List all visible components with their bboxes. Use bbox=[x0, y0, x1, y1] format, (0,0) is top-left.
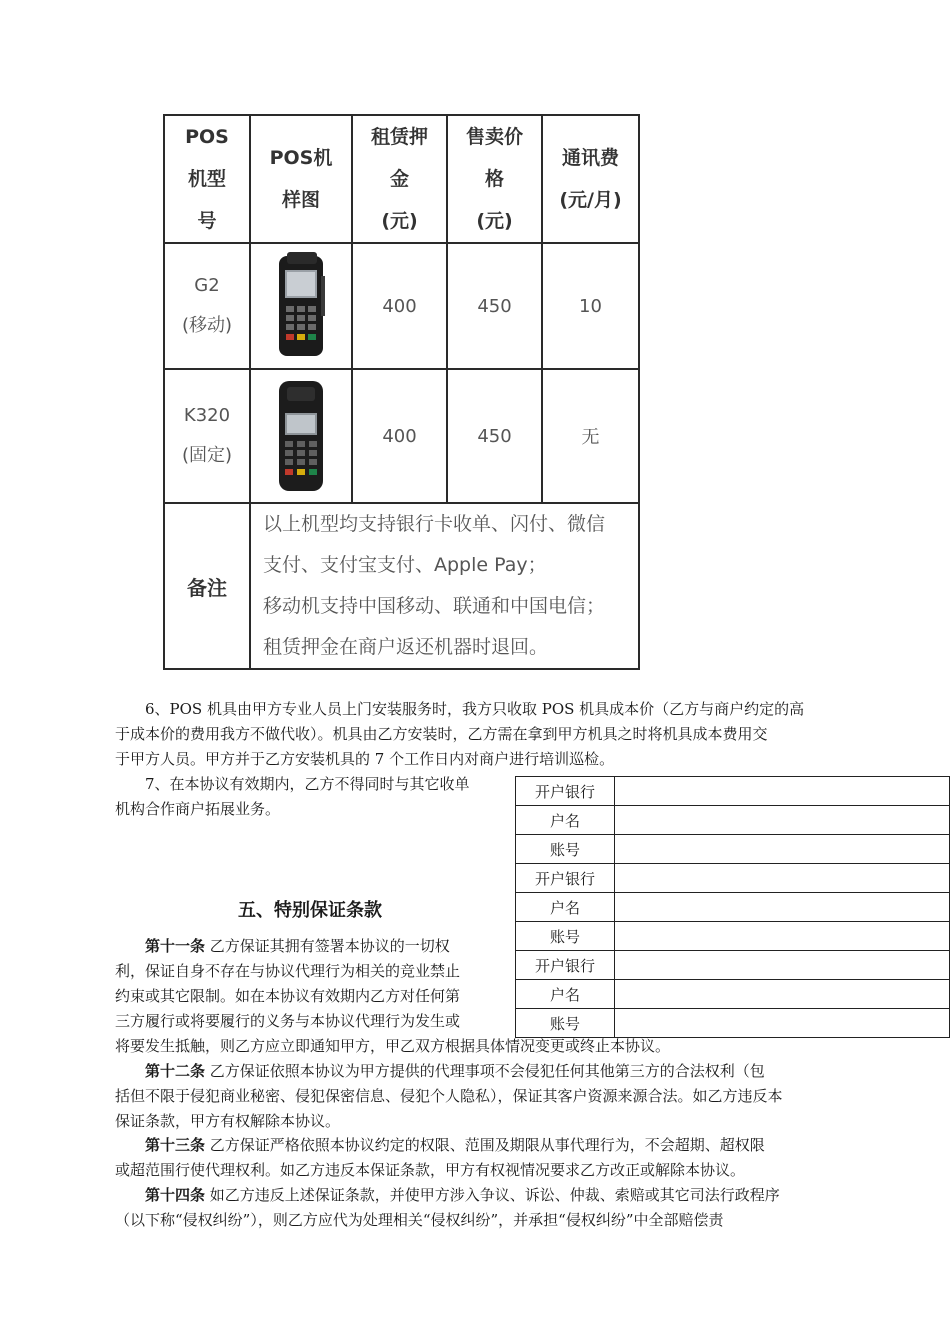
article-12-label: 第十二条 bbox=[145, 1062, 206, 1080]
header-model bbox=[164, 115, 250, 243]
article-12-text: 乙方保证依照本协议为甲方提供的代理事项不会侵犯任何其他第三方的合法权利（包 bbox=[209, 1062, 765, 1080]
price-cell: 450 bbox=[447, 369, 542, 503]
article-13-line: 或超范围行使代理权利。如乙方违反本保证条款，甲方有权视情况要求乙方改正或解除本协议。 bbox=[115, 1161, 746, 1179]
clause-6-line: 于甲方人员。甲方并于乙方安装机具的 7 个工作日内对商户进行培训巡检。 bbox=[115, 750, 615, 768]
pos-terminal-mobile-image bbox=[273, 252, 329, 360]
model-cell bbox=[164, 243, 250, 369]
article-12-line: 括但不限于侵犯商业秘密、侵犯保密信息、侵犯个人隐私），保证其客户资源来源合法。如乙方违反本 bbox=[115, 1087, 783, 1105]
bank-label: 户名 bbox=[516, 806, 615, 835]
article-14-label: 第十四条 bbox=[145, 1186, 206, 1204]
note-line: 移动机支持中国移动、联通和中国电信； bbox=[263, 595, 606, 617]
bank-label: 开户银行 bbox=[516, 951, 615, 980]
article-11-label: 第十一条 bbox=[145, 937, 206, 955]
note-row bbox=[164, 503, 639, 669]
article-12 bbox=[115, 1059, 840, 1134]
bank-label: 户名 bbox=[516, 980, 615, 1009]
clause-7-line: 7、在本协议有效期内，乙方不得同时与其它收单 bbox=[145, 775, 470, 793]
header-price-line3: (元) bbox=[476, 210, 513, 232]
pos-table-header bbox=[164, 115, 639, 243]
model-name: G2 bbox=[194, 275, 220, 296]
note-line: 租赁押金在商户返还机器时退回。 bbox=[263, 636, 549, 658]
header-fee bbox=[542, 115, 639, 243]
note-label: 备注 bbox=[164, 503, 250, 669]
article-12-line: 保证条款，甲方有权解除本协议。 bbox=[115, 1112, 341, 1130]
bank-label: 账号 bbox=[516, 835, 615, 864]
clause-6-line: 6、POS 机具由甲方专业人员上门安装服务时，我方只收取 POS 机具成本价（乙方与商户约定的高 bbox=[145, 700, 805, 718]
clause-7-line: 机构合作商户拓展业务。 bbox=[115, 800, 281, 818]
clause-7 bbox=[115, 772, 515, 822]
article-13 bbox=[115, 1133, 840, 1183]
note-line: 以上机型均支持银行卡收单、闪付、微信 bbox=[263, 513, 606, 535]
pos-image-cell bbox=[250, 243, 352, 369]
model-type: (固定) bbox=[181, 445, 233, 466]
article-11-line: 将要发生抵触，则乙方应立即通知甲方，甲乙双方根据具体情况变更或终止本协议。 bbox=[115, 1037, 671, 1055]
table-row bbox=[516, 835, 950, 864]
clause-6 bbox=[115, 697, 840, 772]
pos-terminal-fixed-image bbox=[275, 379, 327, 493]
header-fee-line1: 通讯费 bbox=[561, 147, 619, 169]
bank-value[interactable] bbox=[615, 893, 950, 922]
header-image-line2: 样图 bbox=[281, 189, 320, 211]
pos-image-cell bbox=[250, 369, 352, 503]
article-12-line bbox=[115, 1059, 840, 1084]
price-cell: 450 bbox=[447, 243, 542, 369]
header-image-line1: POS机 bbox=[269, 147, 333, 169]
article-11-line: 利，保证自身不存在与协议代理行为相关的竞业禁止 bbox=[115, 962, 461, 980]
article-14 bbox=[115, 1183, 840, 1233]
header-image bbox=[250, 115, 352, 243]
clause-6-line: 于成本价的费用我方不做代收）。机具由乙方安装时，乙方需在拿到甲方机具之时将机具成本费用交 bbox=[115, 725, 768, 743]
table-row bbox=[164, 243, 639, 369]
header-fee-line2: (元/月) bbox=[559, 189, 622, 211]
bank-value[interactable] bbox=[615, 835, 950, 864]
article-11-line: 约束或其它限制。如在本协议有效期内乙方对任何第 bbox=[115, 987, 461, 1005]
bank-label: 户名 bbox=[516, 893, 615, 922]
note-text bbox=[250, 503, 639, 669]
header-price-line1: 售卖价 bbox=[465, 126, 523, 148]
table-row bbox=[516, 806, 950, 835]
header-model-line2: 机型 bbox=[187, 168, 226, 190]
article-13-text: 乙方保证严格依照本协议约定的权限、范围及期限从事代理行为，不会超期、超权限 bbox=[209, 1136, 765, 1154]
article-11-line: 三方履行或将要履行的义务与本协议代理行为发生或 bbox=[115, 1012, 461, 1030]
bank-value[interactable] bbox=[615, 806, 950, 835]
header-deposit-line3: (元) bbox=[381, 210, 418, 232]
fee-cell: 无 bbox=[542, 369, 639, 503]
header-model-line1: POS bbox=[185, 126, 229, 148]
bank-value[interactable] bbox=[615, 864, 950, 893]
table-row bbox=[516, 777, 950, 806]
article-14-text: 如乙方违反上述保证条款，并使甲方涉入争议、诉讼、仲裁、索赔或其它司法行政程序 bbox=[209, 1186, 780, 1204]
header-deposit-line2: 金 bbox=[389, 168, 409, 190]
section-title: 五、特别保证条款 bbox=[238, 900, 382, 921]
header-price bbox=[447, 115, 542, 243]
note-line: 支付、支付宝支付、Apple Pay； bbox=[263, 554, 547, 576]
header-model-line3: 号 bbox=[197, 210, 217, 232]
bank-value[interactable] bbox=[615, 777, 950, 806]
table-row bbox=[516, 893, 950, 922]
header-deposit bbox=[352, 115, 447, 243]
deposit-cell: 400 bbox=[352, 369, 447, 503]
article-14-line bbox=[115, 1183, 840, 1208]
article-13-line bbox=[115, 1133, 840, 1158]
model-cell bbox=[164, 369, 250, 503]
deposit-cell: 400 bbox=[352, 243, 447, 369]
article-11-text: 乙方保证其拥有签署本协议的一切权 bbox=[209, 937, 450, 955]
header-deposit-line1: 租赁押 bbox=[370, 126, 428, 148]
table-row bbox=[164, 369, 639, 503]
pos-table bbox=[163, 114, 640, 670]
model-type: (移动) bbox=[181, 315, 233, 336]
article-13-label: 第十三条 bbox=[145, 1136, 206, 1154]
table-row bbox=[516, 864, 950, 893]
bank-label: 开户银行 bbox=[516, 777, 615, 806]
bank-label: 账号 bbox=[516, 1009, 615, 1038]
model-name: K320 bbox=[183, 405, 231, 426]
article-14-line: （以下称“侵权纠纷”），则乙方应代为处理相关“侵权纠纷”，并承担“侵权纠纷”中全部赔偿责 bbox=[115, 1211, 724, 1229]
header-price-line2: 格 bbox=[484, 168, 504, 190]
article-11-line bbox=[115, 934, 840, 959]
fee-cell: 10 bbox=[542, 243, 639, 369]
bank-label: 账号 bbox=[516, 922, 615, 951]
article-11 bbox=[115, 934, 840, 1059]
bank-label: 开户银行 bbox=[516, 864, 615, 893]
